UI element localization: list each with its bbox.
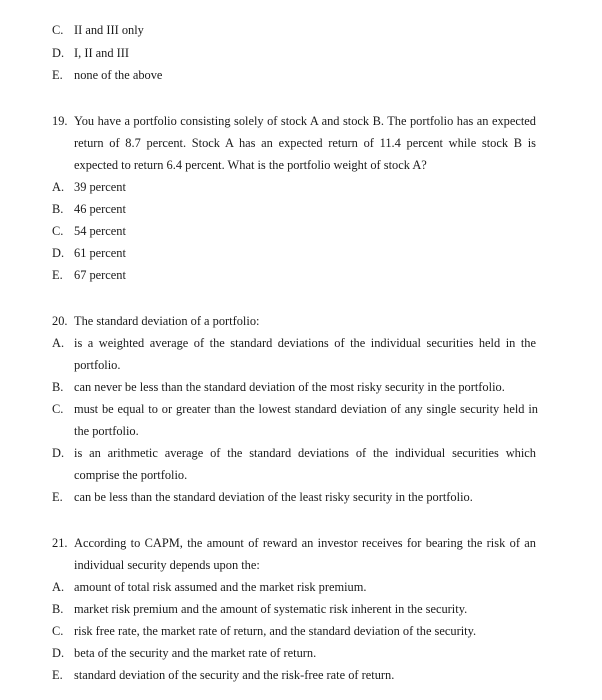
option-text: 61 percent — [74, 246, 126, 260]
option-text: standard deviation of the security and the risk-free rate of return. — [74, 668, 395, 682]
option-text: 46 percent — [74, 202, 126, 216]
question-stem-line: return of 8.7 percent. Stock A has an expected return of 11.4 percent while stock B is — [74, 136, 536, 150]
option-text: II and III only — [74, 23, 144, 37]
option-text-line: can be less than the standard deviation of the least risky security in the portfolio. — [74, 490, 473, 504]
option-text: risk free rate, the market rate of return, and the standard deviation of the security. — [74, 624, 477, 638]
option-letter: A. — [52, 580, 65, 594]
question-number: 19. — [52, 114, 68, 128]
question-stem-line: individual security depends upon the: — [74, 558, 260, 572]
option-text: market risk premium and the amount of systematic risk inherent in the security. — [74, 602, 468, 616]
option-text-line: comprise the portfolio. — [74, 468, 188, 482]
option-letter: E. — [52, 68, 63, 82]
question-number: 20. — [52, 314, 68, 328]
option-letter: B. — [52, 380, 64, 394]
option-text: amount of total risk assumed and the market risk premium. — [74, 580, 367, 594]
option-letter: D. — [52, 646, 65, 660]
option-text: beta of the security and the market rate of return. — [74, 646, 317, 660]
option-text: 39 percent — [74, 180, 126, 194]
question-stem: The standard deviation of a portfolio: — [74, 314, 260, 328]
option-letter: D. — [52, 246, 65, 260]
question-stem-line: According to CAPM, the amount of reward an investor receives for bearing the risk of an — [74, 536, 536, 550]
option-text-line: is an arithmetic average of the standard deviations of the individual securities which — [74, 446, 536, 460]
option-letter: D. — [52, 446, 65, 460]
option-text: 54 percent — [74, 224, 126, 238]
option-text-line: the portfolio. — [74, 424, 139, 438]
option-text-line: portfolio. — [74, 358, 121, 372]
question-stem-line: You have a portfolio consisting solely of stock A and stock B. The portfolio has an expected — [74, 114, 536, 128]
question-stem-line: expected to return 6.4 percent. What is the portfolio weight of stock A? — [74, 158, 427, 172]
option-letter: A. — [52, 180, 65, 194]
option-letter: D. — [52, 46, 65, 60]
option-text-line: is a weighted average of the standard deviations of the individual securities held in the — [74, 336, 536, 350]
option-letter: C. — [52, 224, 64, 238]
option-letter: B. — [52, 602, 64, 616]
option-letter: C. — [52, 402, 64, 416]
option-letter: E. — [52, 268, 63, 282]
option-text-line: must be equal to or greater than the lowest standard deviation of any single security held in — [74, 402, 538, 416]
option-letter: A. — [52, 336, 65, 350]
question-number: 21. — [52, 536, 68, 550]
option-letter: E. — [52, 490, 63, 504]
option-letter: B. — [52, 202, 64, 216]
option-text: none of the above — [74, 68, 163, 82]
option-letter: E. — [52, 668, 63, 682]
option-text: 67 percent — [74, 268, 126, 282]
option-text-line: can never be less than the standard deviation of the most risky security in the portfolio. — [74, 380, 505, 394]
option-letter: C. — [52, 624, 64, 638]
option-text: I, II and III — [74, 46, 130, 60]
option-letter: C. — [52, 23, 64, 37]
